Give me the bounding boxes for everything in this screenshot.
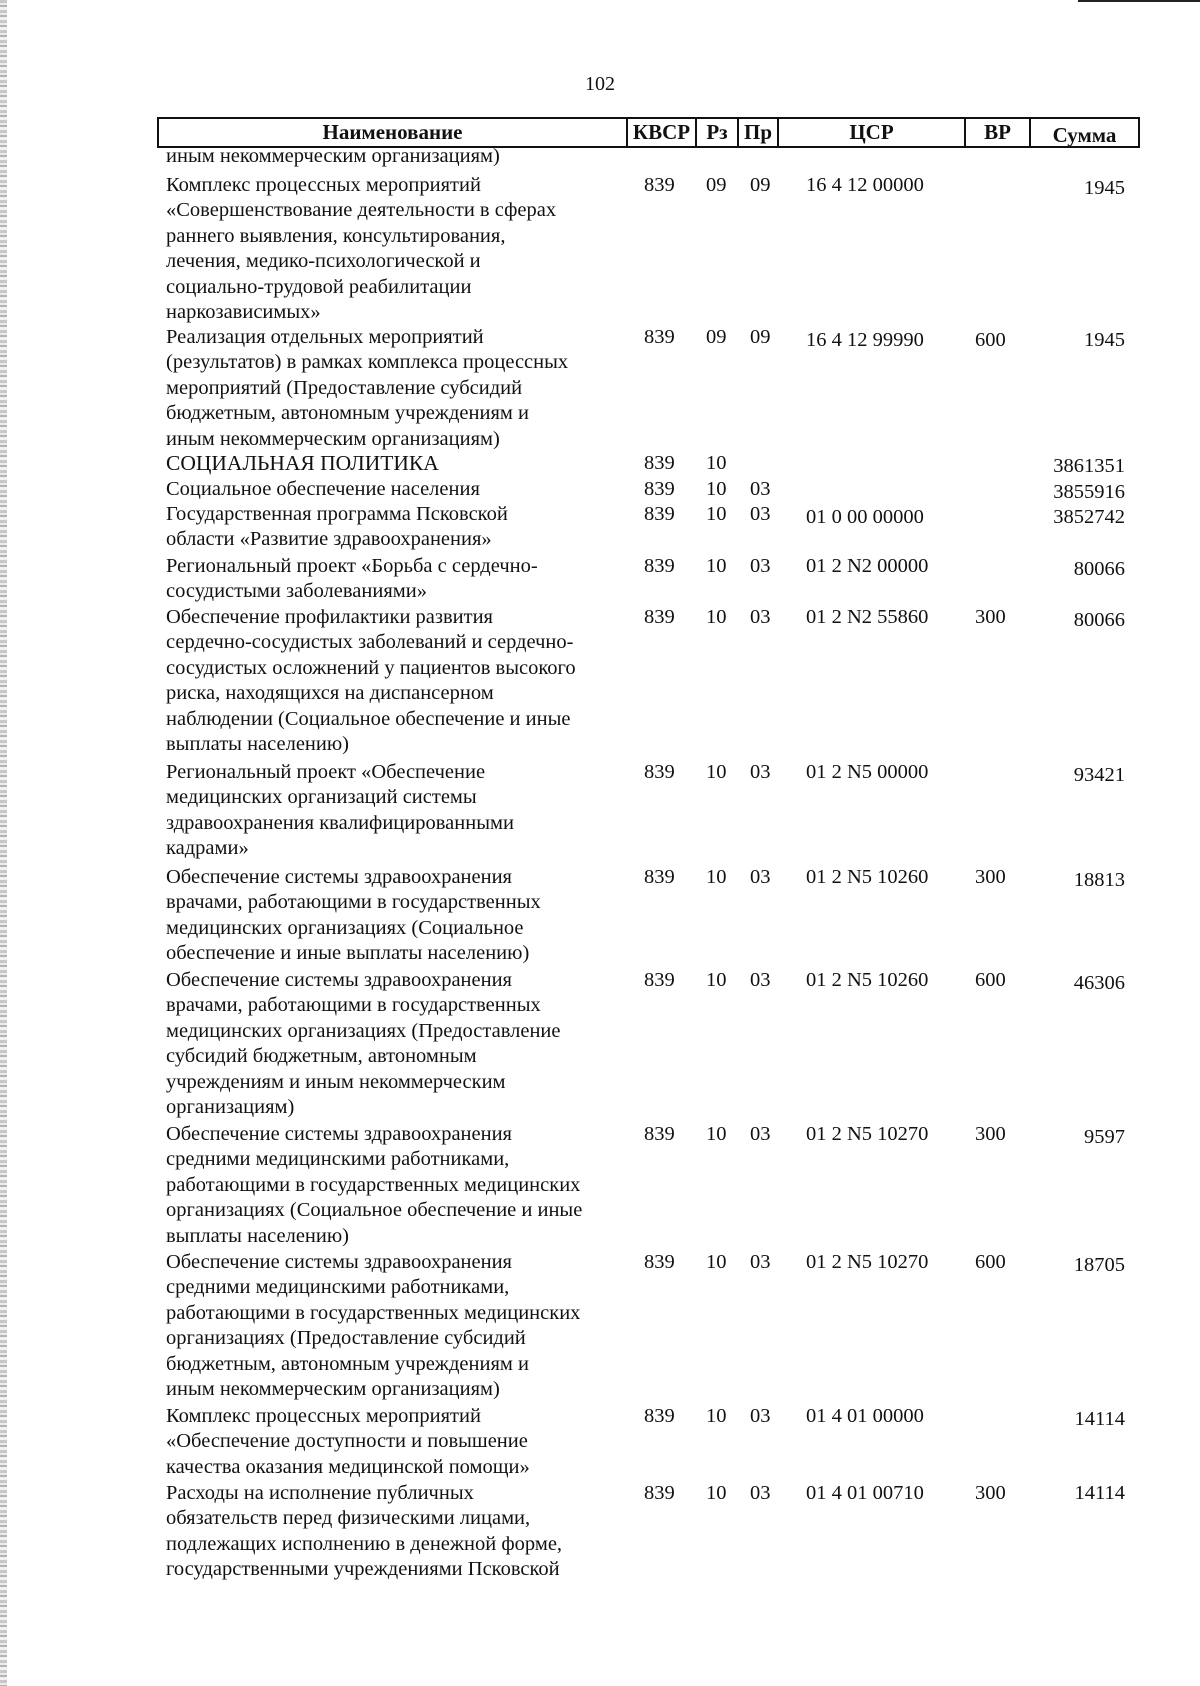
row-name-line: сердечно-сосудистых заболеваний и сердечно-: [166, 631, 574, 654]
row-kvsr: 839: [644, 761, 675, 783]
row-csr: 01 2 N2 00000: [806, 555, 929, 577]
row-kvsr: 839: [644, 606, 675, 628]
row-sum: 14114: [1074, 1408, 1125, 1430]
row-name-line: Обеспечение профилактики развития: [166, 606, 493, 628]
row-name: [166, 1481, 621, 1583]
row-vr: 600: [975, 969, 1006, 991]
row-rz: 10: [706, 1123, 727, 1145]
header-vr: ВР: [984, 120, 1011, 144]
row-name: [166, 325, 621, 452]
row-name-line: Обеспечение системы здравоохранения: [166, 1123, 512, 1145]
row-sum: 18705: [1073, 1254, 1125, 1276]
row-name-line: иным некоммерческим организациям): [166, 427, 500, 450]
row-name: [166, 502, 621, 553]
row-name-line: выплаты населению): [166, 1224, 350, 1247]
row-name: [166, 1122, 621, 1249]
row-name-line: работающими в государственных медицинских: [166, 1301, 581, 1324]
header-pr: Пр: [743, 120, 772, 144]
row-pr: 03: [750, 555, 771, 577]
row-rz: 10: [706, 866, 727, 888]
row-name-line: организациях (Предоставление субсидий: [166, 1327, 526, 1350]
row-kvsr: 839: [644, 478, 675, 500]
header-sum: Сумма: [1052, 123, 1117, 147]
row-sum: 1945: [1084, 177, 1125, 199]
row-name-line: мероприятий (Предоставление субсидий: [166, 376, 523, 399]
row-name: [166, 1250, 621, 1402]
row-name-line: лечения, медико-психологической и: [166, 250, 481, 273]
row-rz: 10: [706, 606, 727, 628]
row-name: [166, 1404, 621, 1480]
row-name-line: наблюдении (Социальное обеспечение и иные: [166, 707, 571, 730]
row-rz: 09: [706, 174, 727, 196]
row-sum: 80066: [1073, 609, 1125, 631]
row-sum: 14114: [1074, 1482, 1125, 1504]
row-sum: 46306: [1073, 972, 1125, 994]
row-name-line: государственными учреждениями Псковской: [166, 1558, 560, 1581]
row-name-line: врачами, работающими в государственных: [166, 994, 541, 1017]
row-kvsr: 839: [644, 1482, 675, 1504]
row-name-line: подлежащих исполнению в денежной форме,: [166, 1532, 563, 1555]
row-name-line: работающими в государственных медицинских: [166, 1173, 581, 1196]
row-name-line: социально-трудовой реабилитации: [166, 275, 472, 298]
row-vr: 600: [975, 1251, 1006, 1273]
row-name-line: субсидий бюджетным, автономным: [166, 1045, 477, 1068]
header-rz: Рз: [706, 120, 728, 144]
row-name-line: Расходы на исполнение публичных: [166, 1482, 474, 1504]
row-name-line: средними медицинскими работниками,: [166, 1148, 510, 1171]
row-name: [166, 144, 621, 169]
row-csr: 01 4 01 00710: [806, 1482, 924, 1504]
row-name-line: риска, находящихся на диспансерном: [166, 682, 494, 705]
row-name-line: «Обеспечение доступности и повышение: [166, 1430, 528, 1453]
row-name-line: медицинских организациях (Предоставление: [166, 1019, 561, 1042]
row-name: [166, 605, 621, 757]
row-name-line: кадрами»: [166, 837, 249, 860]
row-name-line: наркозависимых»: [166, 301, 321, 324]
row-name-line: Комплекс процессных мероприятий: [166, 174, 481, 196]
row-kvsr: 839: [644, 326, 675, 348]
row-sum: 3861351: [1053, 455, 1125, 477]
row-name-line: обязательств перед физическими лицами,: [166, 1507, 531, 1530]
row-rz: 10: [706, 478, 727, 500]
row-sum: 9597: [1084, 1126, 1125, 1148]
row-pr: 03: [750, 1405, 771, 1427]
row-kvsr: 839: [644, 452, 675, 474]
row-name-line: раннего выявления, консультирования,: [166, 224, 506, 247]
row-csr: 01 2 N2 55860: [806, 606, 929, 628]
row-csr: 01 0 00 00000: [806, 506, 924, 528]
row-sum: 93421: [1073, 764, 1125, 786]
row-name-line: сосудистых осложнений у пациентов высокого: [166, 656, 576, 679]
row-name-line: врачами, работающими в государственных: [166, 891, 541, 914]
row-sum: 3855916: [1053, 481, 1125, 503]
row-pr: 03: [750, 1251, 771, 1273]
row-name-line: качества оказания медицинской помощи»: [166, 1455, 530, 1478]
row-kvsr: 839: [644, 555, 675, 577]
row-name-line: бюджетным, автономным учреждениям и: [166, 402, 529, 425]
row-pr: 03: [750, 606, 771, 628]
row-csr: 16 4 12 99990: [806, 329, 924, 351]
row-name-line: Реализация отдельных мероприятий: [166, 326, 484, 348]
row-name-line: иным некоммерческим организациям): [166, 145, 500, 167]
row-name-line: организациях (Социальное обеспечение и иные: [166, 1199, 583, 1222]
row-rz: 10: [706, 761, 727, 783]
row-name-line: Государственная программа Псковской: [166, 503, 508, 525]
row-csr: 01 4 01 00000: [806, 1405, 924, 1427]
row-rz: 10: [706, 1405, 727, 1427]
row-csr: 01 2 N5 10270: [806, 1251, 929, 1273]
row-kvsr: 839: [644, 503, 675, 525]
row-csr: 01 2 N5 00000: [806, 761, 929, 783]
row-name-line: учреждениям и иным некоммерческим: [166, 1070, 506, 1093]
row-pr: 03: [750, 1482, 771, 1504]
row-name-line: (результатов) в рамках комплекса процессных: [166, 351, 569, 374]
row-name-line: медицинских организациях (Социальное: [166, 916, 524, 939]
row-vr: 600: [975, 329, 1006, 351]
row-name-line: Социальное обеспечение населения: [166, 478, 480, 500]
row-name: [166, 968, 621, 1120]
row-name-line: медицинских организаций системы: [166, 786, 477, 809]
row-sum: 1945: [1084, 329, 1125, 351]
row-vr: 300: [975, 866, 1006, 888]
row-csr: 01 2 N5 10270: [806, 1123, 929, 1145]
row-name-line: Региональный проект «Обеспечение: [166, 761, 486, 783]
row-csr: 01 2 N5 10260: [806, 969, 929, 991]
row-pr: 09: [750, 326, 771, 348]
row-rz: 10: [706, 452, 727, 474]
row-kvsr: 839: [644, 866, 675, 888]
row-name-line: бюджетным, автономным учреждениям и: [166, 1352, 529, 1375]
row-pr: 03: [750, 969, 771, 991]
row-name: [166, 451, 621, 476]
row-sum: 18813: [1073, 869, 1125, 891]
row-name-line: обеспечение и иные выплаты населению): [166, 942, 530, 965]
row-name: [166, 760, 621, 862]
row-name-line: иным некоммерческим организациям): [166, 1378, 500, 1401]
row-pr: 03: [750, 1123, 771, 1145]
row-name-line: Региональный проект «Борьба с сердечно-: [166, 555, 538, 577]
row-rz: 10: [706, 503, 727, 525]
row-sum: 3852742: [1053, 506, 1125, 528]
row-kvsr: 839: [644, 1251, 675, 1273]
row-name-line: выплаты населению): [166, 733, 350, 756]
row-rz: 10: [706, 1251, 727, 1273]
row-name: [166, 554, 621, 605]
page-number: 102: [585, 73, 615, 95]
header-csr: ЦСР: [849, 120, 894, 144]
row-name: [166, 173, 621, 325]
row-name-line: здравоохранения квалифицированными: [166, 811, 514, 834]
row-vr: 300: [975, 1482, 1006, 1504]
row-name-line: организациям): [166, 1096, 295, 1119]
row-rz: 10: [706, 969, 727, 991]
header-name: Наименование: [322, 120, 463, 144]
row-name-line: «Совершенствование деятельности в сферах: [166, 199, 557, 222]
row-rz: 10: [706, 555, 727, 577]
row-kvsr: 839: [644, 969, 675, 991]
row-csr: 01 2 N5 10260: [806, 866, 929, 888]
row-name-line: СОЦИАЛЬНАЯ ПОЛИТИКА: [166, 451, 439, 475]
row-pr: 03: [750, 503, 771, 525]
row-kvsr: 839: [644, 1405, 675, 1427]
row-name: [166, 477, 621, 502]
row-name: [166, 865, 621, 967]
row-vr: 300: [975, 606, 1006, 628]
row-kvsr: 839: [644, 174, 675, 196]
row-name-line: средними медицинскими работниками,: [166, 1276, 510, 1299]
row-pr: 03: [750, 478, 771, 500]
row-name-line: Обеспечение системы здравоохранения: [166, 969, 512, 991]
row-pr: 09: [750, 174, 771, 196]
row-pr: 03: [750, 866, 771, 888]
row-kvsr: 839: [644, 1123, 675, 1145]
row-name-line: Обеспечение системы здравоохранения: [166, 866, 512, 888]
row-vr: 300: [975, 1123, 1006, 1145]
row-rz: 09: [706, 326, 727, 348]
row-pr: 03: [750, 761, 771, 783]
scan-edge-artifact: [0, 0, 7, 1686]
row-name-line: области «Развитие здравоохранения»: [166, 528, 492, 551]
row-rz: 10: [706, 1482, 727, 1504]
row-sum: 80066: [1073, 558, 1125, 580]
header-kvsr: КВСР: [632, 120, 691, 144]
row-name-line: сосудистыми заболеваниями»: [166, 580, 427, 603]
row-csr: 16 4 12 00000: [806, 174, 924, 196]
row-name-line: Обеспечение системы здравоохранения: [166, 1251, 512, 1273]
scan-corner-line: [1078, 0, 1200, 2]
row-name-line: Комплекс процессных мероприятий: [166, 1405, 481, 1427]
